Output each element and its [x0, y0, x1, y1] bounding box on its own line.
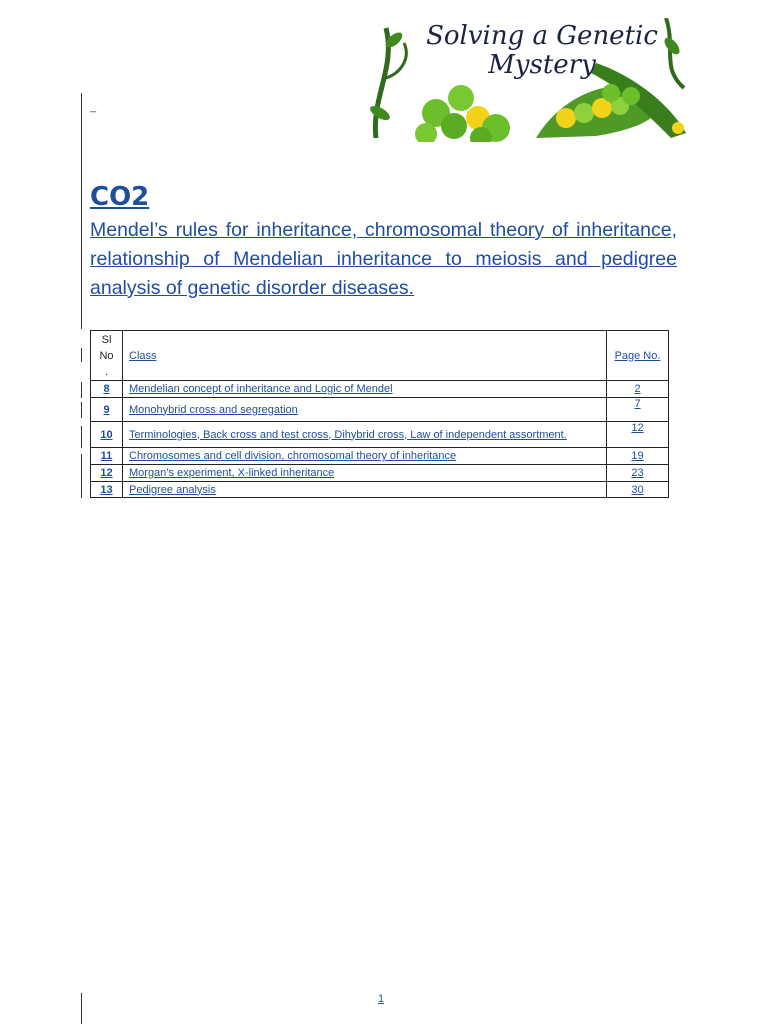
footer-page-number[interactable]: 1 [378, 993, 385, 1005]
contents-table [90, 330, 669, 498]
top-mark: _ [90, 101, 97, 113]
table-header-row [91, 331, 669, 381]
row-sl[interactable]: 10 [91, 422, 123, 448]
row-page-link[interactable]: 12 [607, 422, 669, 448]
row-sl[interactable]: 11 [91, 448, 123, 465]
banner-title [366, 22, 688, 80]
row-class-link[interactable]: Mendelian concept of inheritance and Logic of Mendel [123, 381, 607, 398]
row-class-link[interactable]: Chromosomes and cell division, chromosomal theory of inheritance [123, 448, 607, 465]
left-margin-bar [81, 93, 82, 329]
row-sl[interactable]: 13 [91, 482, 123, 498]
row-page-link[interactable]: 19 [607, 448, 669, 465]
course-outcome-heading[interactable]: CO2 [90, 182, 150, 212]
banner-title-line2: Mystery [488, 50, 596, 80]
header-class-text[interactable]: Class [129, 349, 157, 362]
row-page-link[interactable]: 30 [607, 482, 669, 498]
table-row [91, 381, 669, 398]
row-class-link[interactable]: Pedigree analysis [123, 482, 607, 498]
left-margin-bar-footer [81, 993, 82, 1024]
row-page-link[interactable]: 23 [607, 465, 669, 482]
table-row [91, 448, 669, 465]
course-outcome-description[interactable]: Mendel’s rules for inheritance, chromosomal theory of inheritance, relationship of Mendelian inheritance to meiosis and pedigree analysis of genetic disorder diseases. [90, 219, 677, 299]
header-page-no[interactable] [607, 331, 669, 381]
row-page-link[interactable]: 7 [607, 398, 669, 422]
row-class-link[interactable]: Terminologies, Back cross and test cross, Dihybrid cross, Law of independent assortment. [123, 422, 607, 448]
header-sl-no-text: Sl No . [99, 333, 114, 378]
header-class[interactable] [123, 331, 607, 381]
row-page-link[interactable]: 2 [607, 381, 669, 398]
header-sl-no [91, 331, 123, 381]
table-row [91, 482, 669, 498]
table-row [91, 398, 669, 422]
header-page-no-text[interactable]: Page No. [614, 349, 661, 362]
banner-title-line1: Solving a Genetic [426, 21, 658, 51]
row-sl[interactable]: 12 [91, 465, 123, 482]
table-row [91, 422, 669, 448]
row-class-link[interactable]: Monohybrid cross and segregation [123, 398, 607, 422]
banner-image [366, 18, 688, 142]
table-row [91, 465, 669, 482]
row-class-link[interactable]: Morgan’s experiment, X-linked inheritance [123, 465, 607, 482]
row-sl[interactable]: 9 [91, 398, 123, 422]
row-sl[interactable]: 8 [91, 381, 123, 398]
